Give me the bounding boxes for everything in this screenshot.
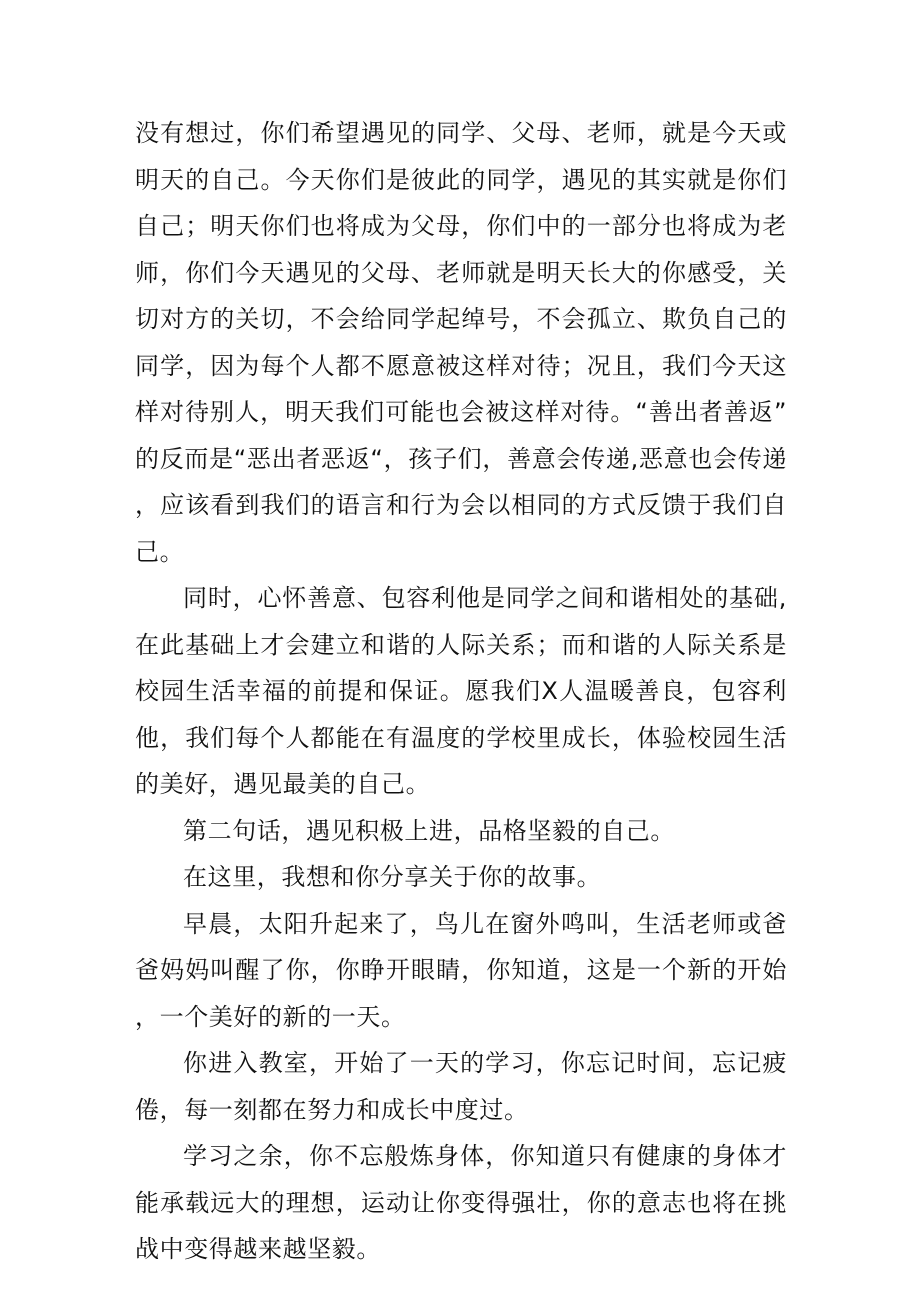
paragraph-1: 没有想过，你们希望遇见的同学、父母、老师，就是今天或明天的自己。今天你们是彼此的同学，遇见的其实就是你们自己；明天你们也将成为父母，你们中的一部分也将成为老师，你们今天遇见的父母、老师就是明天长大的你感受，关切对方的关切，不会给同学起绰号，不会孤立、欺负自己的同学，因为每个人都不愿意被这样对待；况且，我们今天这样对待别人，明天我们可能也会被这样对待。“善出者善返”的反而是“恶出者恶返“，孩子们，善意会传递,恶意也会传递，应该看到我们的语言和行为会以相同的方式反馈于我们自己。 [135, 119, 787, 566]
paragraph-5: 早晨，太阳升起来了，鸟儿在窗外鸣叫，生活老师或爸爸妈妈叫醒了你，你睁开眼睛，你知道，这是一个新的开始，一个美好的新的一天。 [135, 909, 787, 1031]
paragraph-7: 学习之余，你不忘般炼身体，你知道只有健康的身体才能承载远大的理想，运动让你变得强壮，你的意志也将在挑战中变得越来越坚毅。 [135, 1142, 787, 1263]
paragraph-6: 你进入教室，开始了一天的学习，你忘记时间，忘记疲倦，每一刻都在努力和成长中度过。 [135, 1049, 787, 1124]
paragraph-3: 第二句话，遇见积极上进，品格坚毅的自己。 [183, 816, 675, 845]
paragraph-4: 在这里，我想和你分享关于你的故事。 [183, 863, 602, 891]
paragraph-2: 同时，心怀善意、包容利他是同学之间和谐相处的基础,在此基础上才会建立和谐的人际关系；而和谐的人际关系是校园生活幸福的前提和保证。愿我们X人温暖善良，包容利他，我们每个人都能在有温度的学校里成长，体验校园生活的美好，遇见最美的自己。 [135, 584, 787, 798]
body-text [135, 110, 787, 1273]
